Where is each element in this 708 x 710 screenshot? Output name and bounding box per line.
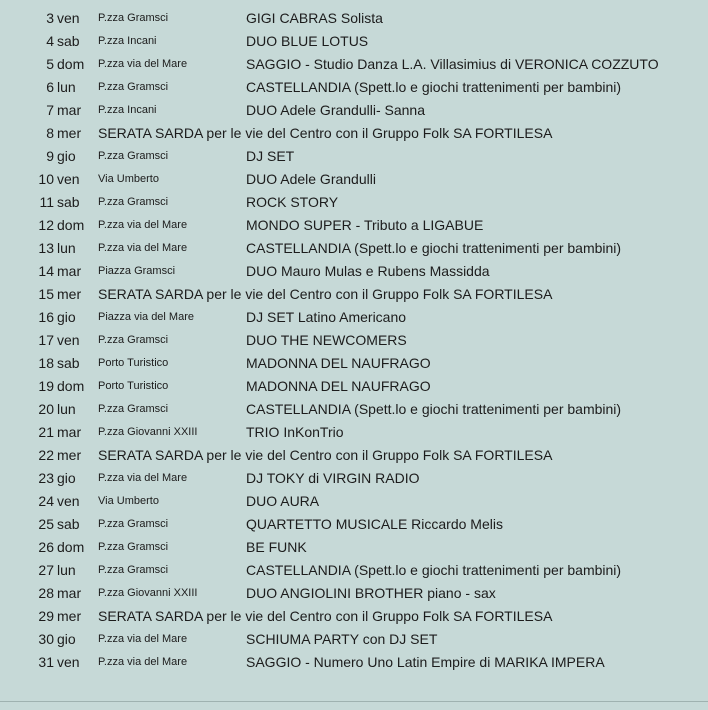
event-title: SERATA SARDA per le vie del Centro con il Gruppo Folk SA FORTILESA <box>98 447 553 463</box>
day-number: 9 <box>46 148 54 164</box>
venue: Porto Turistico <box>98 357 169 369</box>
weekday: dom <box>57 539 85 555</box>
venue: P.zza Gramsci <box>98 518 169 530</box>
schedule-row <box>0 490 708 513</box>
weekday: ven <box>57 171 80 187</box>
venue: Piazza Gramsci <box>98 265 176 277</box>
day-number: 6 <box>46 79 54 95</box>
weekday: gio <box>57 148 76 164</box>
event-title: SCHIUMA PARTY con DJ SET <box>246 631 438 647</box>
weekday: gio <box>57 470 76 486</box>
event-title: CASTELLANDIA (Spett.lo e giochi trattenimenti per bambini) <box>246 240 622 256</box>
venue: P.zza via del Mare <box>98 633 188 645</box>
event-title: SAGGIO - Studio Danza L.A. Villasimius di VERONICA COZZUTO <box>246 56 659 72</box>
venue: P.zza Gramsci <box>98 334 169 346</box>
weekday: sab <box>57 33 80 49</box>
schedule-row <box>0 559 708 582</box>
day-number: 13 <box>38 240 54 256</box>
schedule-row <box>0 53 708 76</box>
event-title: SERATA SARDA per le vie del Centro con il Gruppo Folk SA FORTILESA <box>98 125 553 141</box>
schedule-row <box>0 7 708 30</box>
venue: P.zza Giovanni XXIII <box>98 587 198 599</box>
event-title: DUO BLUE LOTUS <box>246 33 369 49</box>
venue: P.zza Gramsci <box>98 403 169 415</box>
day-number: 5 <box>46 56 54 72</box>
schedule-row <box>0 352 708 375</box>
venue: P.zza Gramsci <box>98 564 169 576</box>
day-number: 31 <box>38 654 54 670</box>
schedule-row <box>0 582 708 605</box>
day-number: 17 <box>38 332 54 348</box>
day-number: 27 <box>38 562 54 578</box>
venue: P.zza via del Mare <box>98 242 188 254</box>
bottom-divider <box>0 701 708 702</box>
venue: P.zza Incani <box>98 104 157 116</box>
weekday: sab <box>57 194 80 210</box>
schedule-row <box>0 306 708 329</box>
day-number: 10 <box>38 171 54 187</box>
venue: P.zza Gramsci <box>98 196 169 208</box>
weekday: ven <box>57 493 80 509</box>
event-title: BE FUNK <box>246 539 307 555</box>
event-title: GIGI CABRAS Solista <box>246 10 383 26</box>
weekday: mar <box>57 424 82 440</box>
weekday: lun <box>57 79 76 95</box>
weekday: lun <box>57 401 76 417</box>
event-title: MADONNA DEL NAUFRAGO <box>246 355 431 371</box>
venue: Porto Turistico <box>98 380 169 392</box>
day-number: 15 <box>38 286 54 302</box>
weekday: mar <box>57 585 82 601</box>
schedule-row <box>0 329 708 352</box>
weekday: mar <box>57 263 82 279</box>
event-title: CASTELLANDIA (Spett.lo e giochi trattenimenti per bambini) <box>246 562 622 578</box>
day-number: 23 <box>38 470 54 486</box>
weekday: dom <box>57 217 85 233</box>
schedule-row <box>0 191 708 214</box>
schedule-row <box>0 605 708 628</box>
schedule-row <box>0 651 708 674</box>
weekday: mer <box>57 447 82 463</box>
venue: P.zza Gramsci <box>98 541 169 553</box>
event-title: MADONNA DEL NAUFRAGO <box>246 378 431 394</box>
venue: P.zza Gramsci <box>98 12 169 24</box>
schedule-row <box>0 513 708 536</box>
day-number: 3 <box>46 10 54 26</box>
event-schedule <box>0 7 708 674</box>
venue: P.zza via del Mare <box>98 219 188 231</box>
weekday: mer <box>57 608 82 624</box>
weekday: dom <box>57 378 85 394</box>
day-number: 30 <box>38 631 54 647</box>
schedule-row <box>0 283 708 306</box>
event-title: DUO Adele Grandulli- Sanna <box>246 102 425 118</box>
venue: Piazza via del Mare <box>98 311 194 323</box>
venue: P.zza Gramsci <box>98 150 169 162</box>
venue: Via Umberto <box>98 495 159 507</box>
venue: P.zza via del Mare <box>98 656 188 668</box>
schedule-row <box>0 145 708 168</box>
weekday: sab <box>57 516 80 532</box>
event-title: CASTELLANDIA (Spett.lo e giochi trattenimenti per bambini) <box>246 401 622 417</box>
venue: Via Umberto <box>98 173 159 185</box>
venue: P.zza Incani <box>98 35 157 47</box>
day-number: 26 <box>38 539 54 555</box>
schedule-row <box>0 628 708 651</box>
schedule-row <box>0 99 708 122</box>
event-title: SERATA SARDA per le vie del Centro con il Gruppo Folk SA FORTILESA <box>98 608 553 624</box>
schedule-row <box>0 421 708 444</box>
schedule-row <box>0 122 708 145</box>
day-number: 8 <box>46 125 54 141</box>
day-number: 4 <box>46 33 54 49</box>
event-title: DUO Mauro Mulas e Rubens Massidda <box>246 263 490 279</box>
venue: P.zza Gramsci <box>98 81 169 93</box>
schedule-row <box>0 375 708 398</box>
event-title: ROCK STORY <box>246 194 339 210</box>
day-number: 25 <box>38 516 54 532</box>
day-number: 20 <box>38 401 54 417</box>
venue: P.zza Giovanni XXIII <box>98 426 198 438</box>
event-title: DUO AURA <box>246 493 320 509</box>
event-title: DUO THE NEWCOMERS <box>246 332 407 348</box>
weekday: ven <box>57 10 80 26</box>
weekday: lun <box>57 562 76 578</box>
event-title: DJ SET <box>246 148 295 164</box>
weekday: ven <box>57 332 80 348</box>
event-title: CASTELLANDIA (Spett.lo e giochi trattenimenti per bambini) <box>246 79 622 95</box>
schedule-row <box>0 168 708 191</box>
event-title: DJ SET Latino Americano <box>246 309 407 325</box>
day-number: 7 <box>46 102 54 118</box>
weekday: mer <box>57 125 82 141</box>
weekday: mer <box>57 286 82 302</box>
schedule-row <box>0 214 708 237</box>
day-number: 28 <box>38 585 54 601</box>
schedule-row <box>0 536 708 559</box>
day-number: 14 <box>38 263 54 279</box>
day-number: 18 <box>38 355 54 371</box>
weekday: gio <box>57 631 76 647</box>
day-number: 12 <box>38 217 54 233</box>
event-title: DJ TOKY di VIRGIN RADIO <box>246 470 420 486</box>
schedule-row <box>0 260 708 283</box>
event-title: DUO Adele Grandulli <box>246 171 376 187</box>
schedule-row <box>0 76 708 99</box>
weekday: lun <box>57 240 76 256</box>
day-number: 11 <box>39 194 54 210</box>
event-title: TRIO InKonTrio <box>246 424 344 440</box>
schedule-row <box>0 444 708 467</box>
weekday: dom <box>57 56 85 72</box>
day-number: 29 <box>38 608 54 624</box>
weekday: ven <box>57 654 80 670</box>
event-title: MONDO SUPER - Tributo a LIGABUE <box>246 217 484 233</box>
event-title: QUARTETTO MUSICALE Riccardo Melis <box>246 516 503 532</box>
weekday: gio <box>57 309 76 325</box>
schedule-row <box>0 237 708 260</box>
day-number: 19 <box>38 378 54 394</box>
schedule-row <box>0 30 708 53</box>
event-title: SERATA SARDA per le vie del Centro con il Gruppo Folk SA FORTILESA <box>98 286 553 302</box>
weekday: sab <box>57 355 80 371</box>
event-title: DUO ANGIOLINI BROTHER piano - sax <box>246 585 496 601</box>
venue: P.zza via del Mare <box>98 58 188 70</box>
event-title: SAGGIO - Numero Uno Latin Empire di MARIKA IMPERA <box>246 654 605 670</box>
day-number: 16 <box>38 309 54 325</box>
venue: P.zza via del Mare <box>98 472 188 484</box>
schedule-row <box>0 467 708 490</box>
day-number: 22 <box>38 447 54 463</box>
day-number: 24 <box>38 493 54 509</box>
schedule-row <box>0 398 708 421</box>
day-number: 21 <box>38 424 54 440</box>
weekday: mar <box>57 102 82 118</box>
